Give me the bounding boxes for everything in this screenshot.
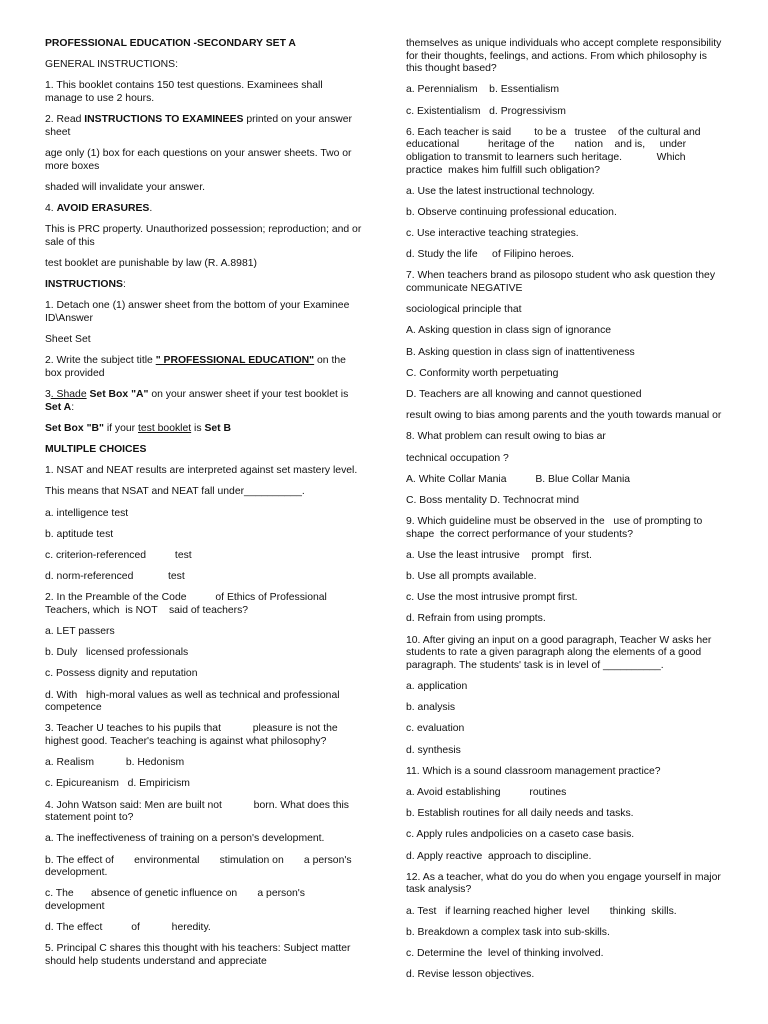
choice: B. Asking question in class sign of inattentiveness	[406, 346, 635, 358]
instructions-heading: INSTRUCTIONS:	[45, 279, 126, 291]
general-instructions-heading: GENERAL INSTRUCTIONS:	[45, 59, 178, 71]
choice: a. intelligence test	[45, 507, 129, 519]
right-column	[406, 38, 724, 990]
question: technical occupation ?	[406, 452, 509, 464]
question: 4. John Watson said: Men are built not born. What does this statement point to?	[45, 799, 352, 824]
choice: A. White Collar Mania B. Blue Collar Mania	[406, 473, 631, 485]
question: result owing to bias among parents and the youth towards manual or	[406, 410, 722, 422]
choice: A. Asking question in class sign of ignorance	[406, 325, 612, 337]
choice: b. Duly licensed professionals	[45, 647, 189, 659]
choice: d. Apply reactive approach to discipline.	[406, 850, 592, 862]
left-column	[45, 38, 363, 977]
multiple-choices-heading: MULTIPLE CHOICES	[45, 443, 147, 455]
choice: a. application	[406, 681, 468, 693]
question: 6. Each teacher is said to be a trustee of the cultural and educational heritage of the nation and is, under obligation to transmit to learners such heritage. Which practice makes him fulfill such obligation?	[406, 126, 704, 176]
instruction-item: 1. This booklet contains 150 test questions. Examinees shall manage to use 2 hours.	[45, 80, 323, 104]
instruction-item: 3. Shade Set Box "A" on your answer sheet if your test booklet is Set A:	[45, 389, 349, 413]
question: 5. Principal C shares this thought with his teachers: Subject matter should help students understand and appreciate	[45, 943, 351, 967]
question: 3. Teacher U teaches to his pupils that pleasure is not the highest good. Teacher's teaching is against what philosophy?	[45, 723, 341, 747]
choice: b. The effect of environmental stimulation on a person's development.	[45, 854, 355, 879]
choice: d. norm-referenced test	[45, 571, 185, 583]
question: 10. After giving an input on a good paragraph, Teacher W asks her students to rate a given paragraph along the elements of a good paragraph. The students' task is in level of __________.	[406, 634, 712, 671]
choice: b. Establish routines for all daily needs and tasks.	[406, 808, 634, 820]
choice: c. Determine the level of thinking involved.	[406, 947, 604, 959]
question: 2. In the Preamble of the Code of Ethics of Professional Teachers, which is NOT said of teachers?	[45, 592, 330, 616]
instruction-item: 4. AVOID ERASURES.	[45, 202, 153, 214]
question: 9. Which guideline must be observed in the use of prompting to shape the correct performance of your students?	[406, 516, 706, 540]
choice: c. Existentialism d. Progressivism	[406, 105, 566, 117]
instruction-item: age only (1) box for each questions on your answer sheets. Two or more boxes	[45, 147, 352, 172]
choice: a. The ineffectiveness of training on a person's development.	[45, 833, 325, 845]
question: 8. What problem can result owing to bias ar	[406, 431, 606, 443]
instruction-item: 2. Read INSTRUCTIONS TO EXAMINEES printed on your answer sheet	[45, 114, 353, 138]
choice: a. Use the latest instructional technology.	[406, 185, 595, 197]
choice: d. With high-moral values as well as technical and professional competence	[45, 689, 343, 714]
choice: a. Perennialism b. Essentialism	[406, 84, 560, 96]
question: 7. When teachers brand as pilosopo student who ask question they communicate NEGATIVE	[406, 270, 716, 295]
choice: a. LET passers	[45, 626, 115, 638]
choice: D. Teachers are all knowing and cannot questioned	[406, 389, 642, 400]
choice: c. Use the most intrusive prompt first.	[406, 592, 578, 604]
choice: d. The effect of heredity.	[45, 922, 211, 934]
choice: a. Avoid establishing routines	[406, 786, 567, 798]
choice: c. Use interactive teaching strategies.	[406, 228, 579, 240]
instruction-item: test booklet are punishable by law (R. A.8981)	[45, 257, 257, 269]
choice: c. Possess dignity and reputation	[45, 668, 198, 680]
question: 12. As a teacher, what do you do when you engage yourself in major task analysis?	[406, 871, 721, 896]
instruction-item: Set Box "B" if your test booklet is Set B	[45, 422, 231, 434]
question: themselves as unique individuals who accept complete responsibility for their thoughts, feelings, and actions. From which philosophy is this thought based?	[406, 38, 722, 75]
instruction-item: 1. Detach one (1) answer sheet from the bottom of your Examinee ID\Answer	[45, 300, 350, 324]
instruction-item: Sheet Set	[45, 334, 91, 346]
question: 11. Which is a sound classroom management practice?	[406, 765, 661, 777]
question: 1. NSAT and NEAT results are interpreted against set mastery level.	[45, 465, 358, 477]
choice: d. Study the life of Filipino heroes.	[406, 249, 575, 261]
choice: c. Epicureanism d. Empiricism	[45, 778, 190, 790]
choice: c. Apply rules andpolicies on a caseto case basis.	[406, 829, 635, 841]
choice: C. Conformity worth perpetuating	[406, 367, 559, 379]
choice: c. The absence of genetic influence on a person's development	[45, 888, 308, 912]
choice: d. synthesis	[406, 744, 461, 756]
question: This means that NSAT and NEAT fall under__________.	[45, 486, 305, 498]
choice: c. criterion-referenced test	[45, 549, 192, 561]
instruction-item: shaded will invalidate your answer.	[45, 181, 205, 193]
choice: d. Refrain from using prompts.	[406, 613, 546, 625]
instruction-item: 2. Write the subject title " PROFESSIONAL EDUCATION" on the box provided	[45, 355, 346, 379]
choice: b. Observe continuing professional education.	[406, 206, 617, 218]
choice: b. aptitude test	[45, 528, 114, 540]
instruction-item: This is PRC property. Unauthorized possession; reproduction; and or sale of this	[45, 224, 362, 248]
choice: c. evaluation	[406, 723, 465, 735]
question: sociological principle that	[406, 304, 522, 316]
choice: a. Test if learning reached higher level thinking skills.	[406, 905, 677, 917]
choice: C. Boss mentality D. Technocrat mind	[406, 494, 580, 506]
choice: b. Breakdown a complex task into sub-skills.	[406, 926, 610, 938]
document-title: PROFESSIONAL EDUCATION -SECONDARY SET A	[45, 38, 296, 49]
choice: b. analysis	[406, 702, 456, 714]
choice: d. Revise lesson objectives.	[406, 969, 535, 981]
choice: a. Realism b. Hedonism	[45, 757, 185, 769]
choice: a. Use the least intrusive prompt first.	[406, 549, 592, 561]
choice: b. Use all prompts available.	[406, 571, 537, 583]
